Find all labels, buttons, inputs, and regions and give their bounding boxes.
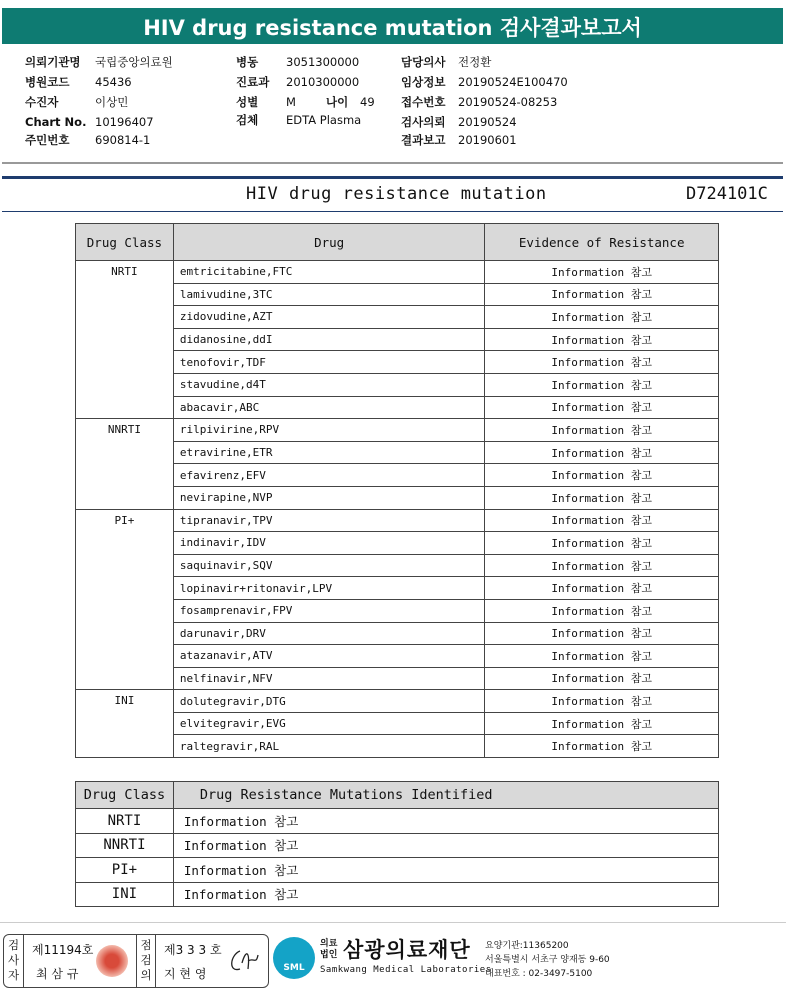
examiner-license-no: 제11194호 — [32, 943, 94, 957]
examiner-label: 검사자 — [4, 935, 24, 987]
inspector-label: 점검의 — [136, 935, 156, 987]
column-header-drug-class: Drug Class — [76, 782, 174, 809]
report-header-banner: HIV drug resistance mutation 검사결과보고서 — [2, 8, 783, 44]
drug-cell: didanosine,ddI — [173, 328, 485, 351]
divider — [2, 176, 783, 179]
evidence-cell: Information 참고 — [485, 396, 719, 419]
org-name: 삼광의료재단 — [343, 938, 471, 962]
org-phone: 대표번호 : 02-3497-5100 — [485, 969, 593, 979]
table-row — [76, 882, 719, 907]
evidence-cell: Information 참고 — [485, 261, 719, 284]
org-code: 요양기관:11365200 — [485, 941, 569, 951]
column-header-mutations: Drug Resistance Mutations Identified — [173, 782, 718, 809]
drug-cell: dolutegravir,DTG — [173, 690, 485, 713]
evidence-cell: Information 참고 — [485, 306, 719, 329]
drug-class-cell: NRTI — [76, 261, 174, 419]
drug-cell: indinavir,IDV — [173, 532, 485, 555]
drug-class-cell: NNRTI — [76, 833, 174, 858]
examiner-name: 최 삼 규 — [36, 967, 79, 981]
table-row — [76, 809, 719, 834]
column-header-evidence: Evidence of Resistance — [485, 224, 719, 261]
evidence-cell: Information 참고 — [485, 712, 719, 735]
drug-cell: lopinavir+ritonavir,LPV — [173, 577, 485, 600]
divider — [0, 922, 786, 923]
org-prefix: 의료 법인 — [320, 939, 338, 960]
evidence-cell: Information 참고 — [485, 667, 719, 690]
drug-cell: tipranavir,TPV — [173, 509, 485, 532]
column-header-drug: Drug — [173, 224, 485, 261]
evidence-cell: Information 참고 — [485, 735, 719, 758]
divider — [2, 162, 783, 164]
evidence-cell: Information 참고 — [485, 283, 719, 306]
evidence-cell: Information 참고 — [485, 351, 719, 374]
inspector-name: 지 현 영 — [164, 967, 207, 981]
table-row — [76, 261, 719, 284]
org-address: 서울특별시 서초구 양재동 9-60 — [485, 955, 610, 965]
org-name-en: Samkwang Medical Laboratories — [320, 965, 492, 975]
evidence-cell: Information 참고 — [485, 486, 719, 509]
drug-cell: efavirenz,EFV — [173, 464, 485, 487]
table-row — [76, 833, 719, 858]
evidence-cell: Information 참고 — [485, 645, 719, 668]
report-title: HIV drug resistance mutation — [246, 184, 547, 204]
org-contact — [485, 939, 610, 981]
drug-cell: raltegravir,RAL — [173, 735, 485, 758]
drug-cell: elvitegravir,EVG — [173, 712, 485, 735]
inspector-license-no: 제3 3 3 호 — [164, 943, 222, 957]
mutation-cell: Information 참고 — [173, 858, 718, 883]
column-header-drug-class: Drug Class — [76, 224, 174, 261]
signature-icon — [226, 945, 260, 977]
table-row — [76, 509, 719, 532]
evidence-cell: Information 참고 — [485, 509, 719, 532]
drug-cell: darunavir,DRV — [173, 622, 485, 645]
drug-cell: zidovudine,AZT — [173, 306, 485, 329]
table-row — [76, 419, 719, 442]
drug-class-cell: NRTI — [76, 809, 174, 834]
evidence-cell: Information 참고 — [485, 328, 719, 351]
evidence-cell: Information 참고 — [485, 532, 719, 555]
signature-box — [3, 934, 269, 988]
divider — [2, 211, 783, 212]
table-row — [76, 858, 719, 883]
drug-class-cell: PI+ — [76, 509, 174, 690]
evidence-cell: Information 참고 — [485, 577, 719, 600]
evidence-cell: Information 참고 — [485, 373, 719, 396]
report-code: D724101C — [686, 184, 768, 204]
mutation-cell: Information 참고 — [173, 809, 718, 834]
evidence-cell: Information 참고 — [485, 464, 719, 487]
drug-cell: abacavir,ABC — [173, 396, 485, 419]
mutation-cell: Information 참고 — [173, 833, 718, 858]
evidence-cell: Information 참고 — [485, 690, 719, 713]
seal-stamp-icon — [96, 945, 128, 977]
drug-cell: emtricitabine,FTC — [173, 261, 485, 284]
drug-cell: stavudine,d4T — [173, 373, 485, 396]
drug-cell: tenofovir,TDF — [173, 351, 485, 374]
drug-class-cell: INI — [76, 690, 174, 758]
drug-class-cell: INI — [76, 882, 174, 907]
drug-cell: saquinavir,SQV — [173, 554, 485, 577]
mutation-table — [75, 781, 719, 907]
drug-cell: etravirine,ETR — [173, 441, 485, 464]
table-row — [76, 690, 719, 713]
patient-info-section: 의뢰기관명 국립중앙의료원 병원코드 45436 수진자 이상민 Chart No. 10196407 주민번호 690814-1 병동 3051300000 진료과 2010300000 성별 M 나이 49 검체 EDTA Plasma 담당의사 전정환 임상정보 20190524E100470 접수번호 20190524-08253 검사의뢰 20190524 결과보고 20190601 — [25, 55, 568, 147]
drug-cell: atazanavir,ATV — [173, 645, 485, 668]
resistance-table — [75, 223, 719, 758]
drug-cell: rilpivirine,RPV — [173, 419, 485, 442]
evidence-cell: Information 참고 — [485, 441, 719, 464]
drug-class-cell: NNRTI — [76, 419, 174, 509]
evidence-cell: Information 참고 — [485, 622, 719, 645]
mutation-cell: Information 참고 — [173, 882, 718, 907]
evidence-cell: Information 참고 — [485, 599, 719, 622]
drug-class-cell: PI+ — [76, 858, 174, 883]
drug-cell: nevirapine,NVP — [173, 486, 485, 509]
evidence-cell: Information 참고 — [485, 554, 719, 577]
evidence-cell: Information 참고 — [485, 419, 719, 442]
drug-cell: nelfinavir,NFV — [173, 667, 485, 690]
sml-logo-icon: SML — [273, 937, 315, 979]
drug-cell: fosamprenavir,FPV — [173, 599, 485, 622]
drug-cell: lamivudine,3TC — [173, 283, 485, 306]
